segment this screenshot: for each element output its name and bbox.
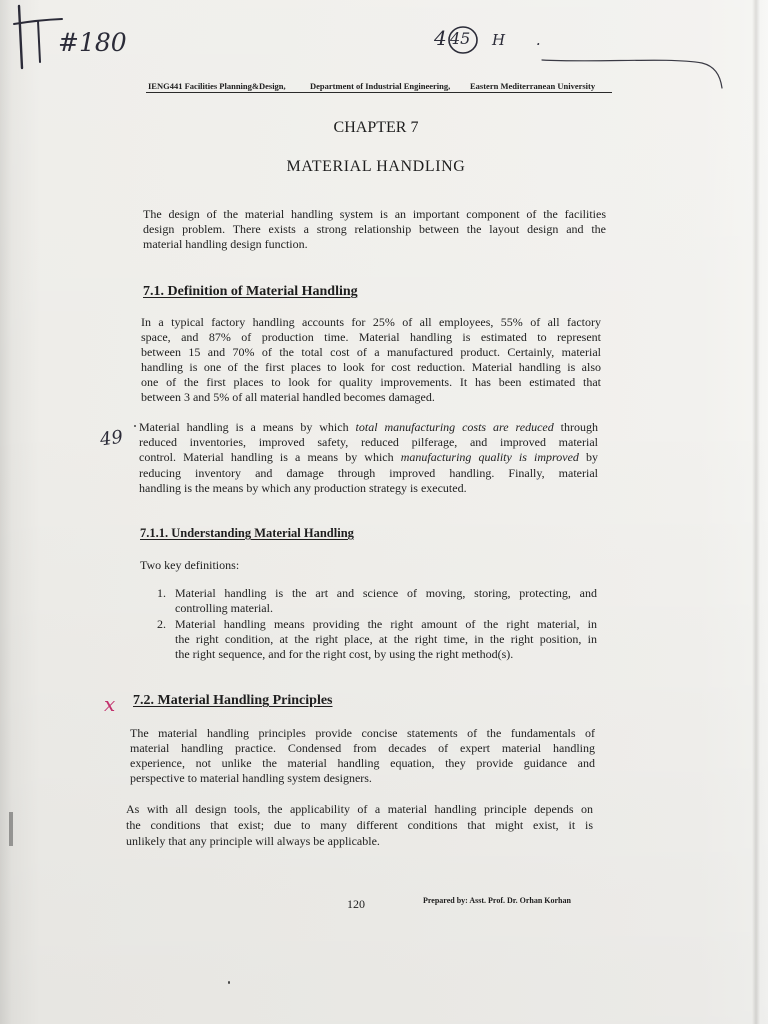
text-line: between 3 and 5% of all material handled becomes damaged. [141, 390, 435, 404]
scan-speck [228, 981, 230, 984]
binding-shadow [9, 812, 13, 846]
text-line: between 15 and 70% of the total cost of a manufactured product. Certainly, material [141, 345, 601, 359]
header-rule [146, 92, 612, 93]
text-line: space, and 87% of production time. Material handling is estimated to represent [141, 330, 601, 344]
pen-stroke-horizontal [14, 19, 62, 24]
paragraph [126, 801, 593, 849]
text-line: one of the first places to look for quality improvements. It has been estimated that [141, 375, 601, 389]
text-line: design problem. There exists a strong relationship between the layout design and the [143, 222, 606, 236]
section-heading: 7.2. Material Handling Principles [133, 693, 333, 708]
text-line: controlling material. [175, 601, 273, 615]
definitions-intro: Two key definitions: [140, 558, 240, 572]
list-number: 2. [157, 617, 166, 631]
text-line: handling is the means by which any production strategy is executed. [139, 480, 467, 495]
pen-stroke-vertical [19, 6, 22, 68]
text-segment: by [578, 450, 599, 465]
handwritten-annotation-top-left: #180 [58, 28, 127, 57]
scan-speck [134, 425, 136, 427]
text-line: reducing inventory and damage through improved handling. Finally, material [139, 465, 598, 480]
text-segment: control. Material handling is a means by which [139, 450, 401, 465]
text-segment: Material handling is a means by which [139, 420, 356, 434]
list-item-text [175, 617, 597, 662]
handwritten-annotation-suffix: H . [492, 31, 541, 49]
handwritten-circled-number: 45 [450, 29, 471, 48]
paragraph [141, 315, 601, 405]
text-line: Material handling is the art and science of moving, storing, protecting, and [175, 586, 597, 600]
text-line [139, 420, 598, 435]
page-number: 120 [347, 897, 365, 911]
chapter-label: CHAPTER 7 [333, 119, 419, 136]
paragraph [130, 726, 595, 786]
text-segment: through [553, 420, 599, 434]
text-line [139, 450, 598, 465]
intro-paragraph [143, 207, 606, 252]
list-number: 1. [157, 586, 166, 600]
text-line: experience, not unlike the material handling equation, they provide guidance and [130, 756, 595, 770]
text-line: the conditions that exist; due to many different conditions that might exist, it is [126, 818, 593, 832]
university-name: Eastern Mediterranean University [470, 81, 596, 91]
text-line: the right condition, at the right place, at the right time, in the right position, in [175, 632, 597, 646]
subsection-heading: 7.1.1. Understanding Material Handling [140, 526, 354, 540]
text-line: material handling design function. [143, 237, 308, 251]
paragraph [139, 420, 598, 496]
text-line: In a typical factory handling accounts for 25% of all employees, 55% of all factory [141, 315, 601, 329]
pen-stroke-vertical-short [38, 21, 40, 62]
handwritten-margin-mark: x [104, 692, 116, 716]
text-line: Material handling means providing the right amount of the right material, in [175, 617, 597, 631]
text-line: The material handling principles provide concise statements of the fundamentals of [130, 726, 595, 740]
section-heading: 7.1. Definition of Material Handling [143, 284, 358, 299]
text-line: reduced inventories, improved safety, reduced pilferage, and improved material [139, 435, 598, 450]
text-line: As with all design tools, the applicability of a material handling principle depends on [126, 802, 593, 816]
list-item-text [175, 586, 597, 616]
prepared-by: Prepared by: Asst. Prof. Dr. Orhan Korhan [423, 896, 571, 905]
handwritten-annotation-prefix: 4 [434, 26, 447, 50]
text-line: perspective to material handling system designers. [130, 771, 372, 785]
department-name: Department of Industrial Engineering, [310, 81, 451, 91]
text-line: The design of the material handling system is an important component of the facilities [143, 207, 606, 221]
text-line: material handling practice. Condensed from decades of expert material handling [130, 741, 595, 755]
text-line: handling is one of the first places to look for cost reduction. Material handling is also [141, 360, 601, 374]
chapter-title: MATERIAL HANDLING [286, 158, 466, 175]
text-line: unlikely that any principle will always be applicable. [126, 834, 380, 848]
emphasized-text: manufacturing quality is improved [400, 450, 579, 465]
handwritten-margin-note: 49 [98, 426, 125, 451]
text-line: the right sequence, and for the right cost, by using the right method(s). [175, 647, 514, 661]
emphasized-text: total manufacturing costs are reduced [355, 420, 554, 434]
course-name: IENG441 Facilities Planning&Design, [148, 81, 286, 91]
